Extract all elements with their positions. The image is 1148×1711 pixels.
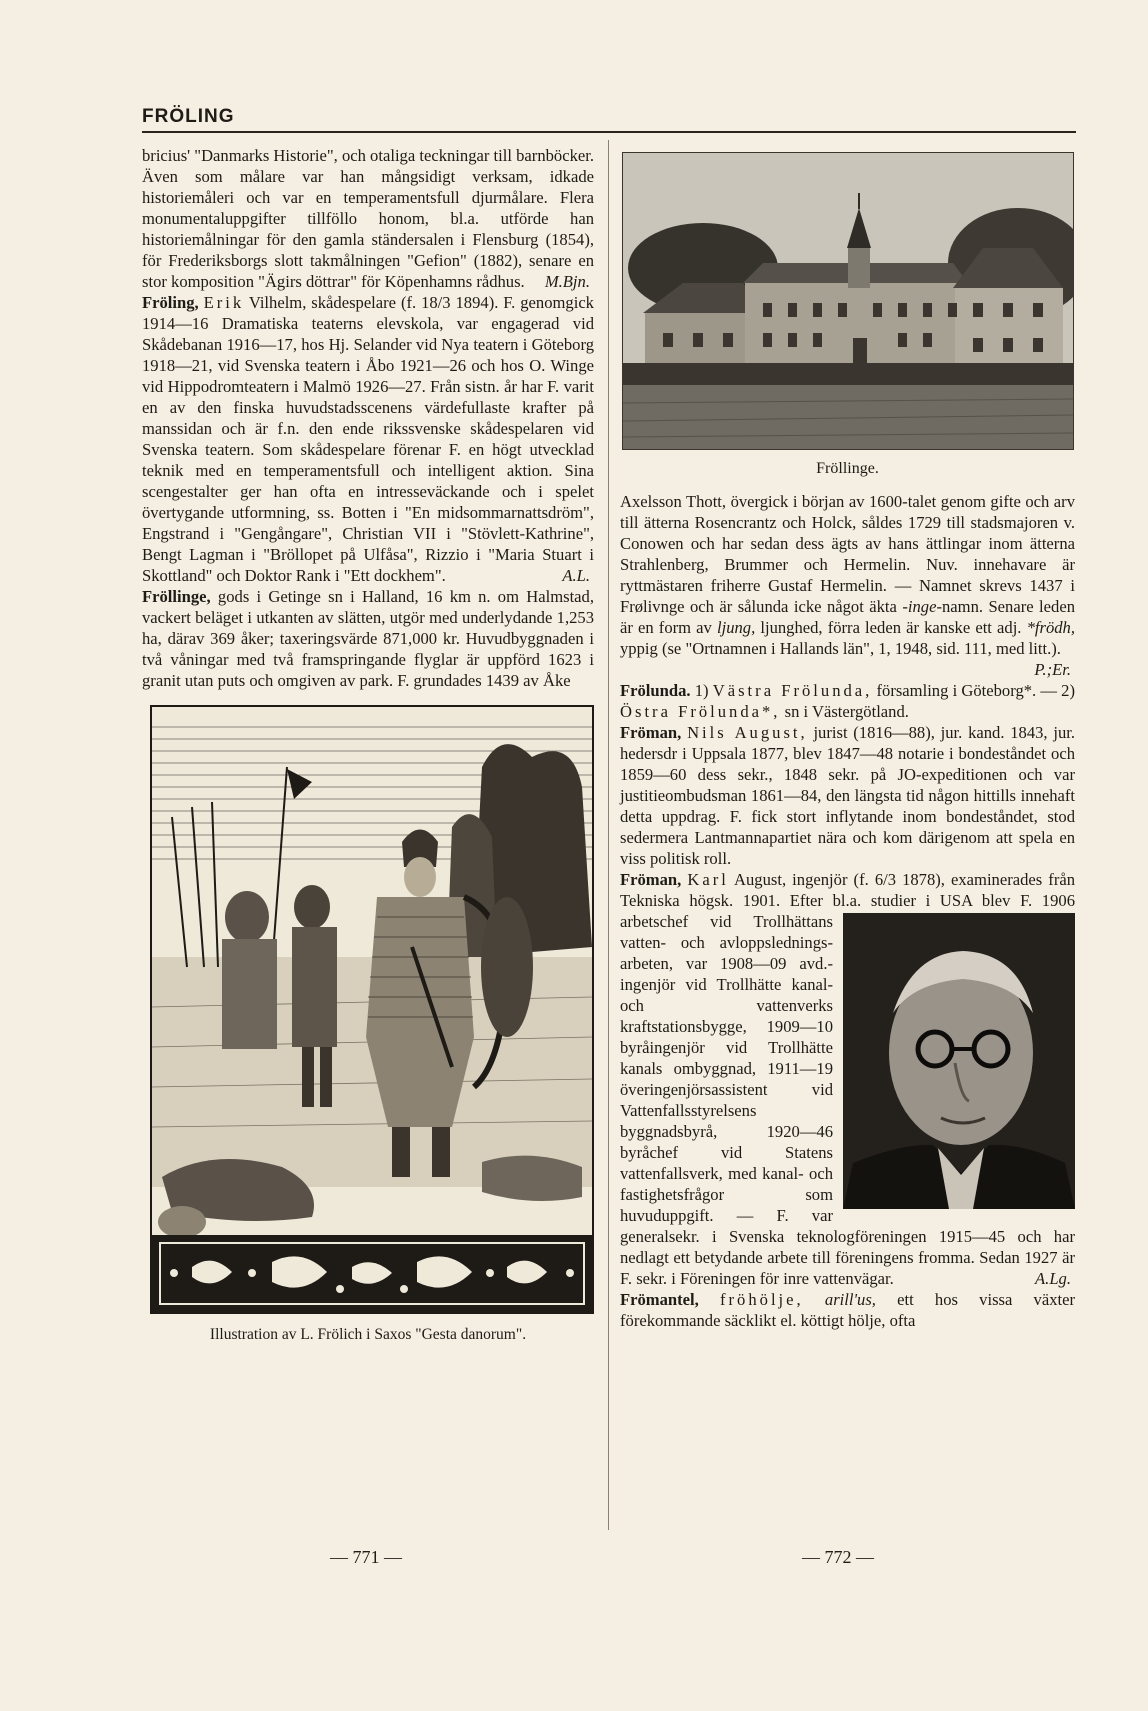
castle-photo bbox=[622, 152, 1074, 450]
headword: Frölunda. bbox=[620, 681, 691, 700]
given-name: Nils August, bbox=[687, 723, 808, 742]
headword: Fröllinge, bbox=[142, 587, 211, 606]
entry-continuation: bricius' "Danmarks Historie", och otaliga teckningar till barnböcker. Även som målare var han mångsidigt verksam, idkade historiemåleri och var en temperamentsfull djurmålare. Flera monumentaluppgifter tillföllo honom, bl.a. utförde han historiemålningar för den gamla ständersalen i Flensburg (1854), för Frederiksborgs slott takmålningen "Gefion" (1882), senare en stor komposition "Ägirs döttrar" för Köpenhamns rådhus. M.Bjn. bbox=[142, 146, 594, 291]
castle-caption: Fröllinge. bbox=[816, 460, 879, 477]
saga-illustration bbox=[150, 705, 594, 1314]
entry-froling-erik: Fröling, Erik Vilhelm, skådespelare (f. 18/3 1894). F. genomgick 1914—16 Dramatiska teaterns elevskola, var engagerad vid Skådebanan 1916—17, hos Hj. Selander vid Nya teatern i Göteborg 1918—21, vid Svenska teatern i Åbo 1921—26 och hos O. Winge vid Hippodromteatern i Malmö 1926—27. Från sistn. år har F. varit en av den finska huvudstadsscenens värdefullaste krafter på manssidan och är f.n. den ende rikssvenske skådespelaren vid Svenska teatern. Som skådespelare förenar F. en högt utvecklad teknik med en temperamentsfull och intelligent aktion. Sina scengestalter ger han ofta en intresseväckande och i spelet övertygande utformning, ss. Botten i "En midsommarnattsdröm", Engstrand i "Gengångare", Christian VII i "Stövlett-Kathrine", Bengt Lagman i "Bröllopet på Ulfåsa", Rizzio i "Maria Stuart i Skottland" och Doktor Rank i "Ett dockhem". A.L. bbox=[142, 293, 594, 585]
entry-froman-nils: Fröman, Nils August, jurist (1816—88), jur. kand. 1843, jur. hedersdr i Uppsala 1877, blev 1847—48 notarie i bondeståndet och 1859—60 dess sekr., 1848 sekr. på JO-expeditionen och var justitieombudsman 1861—84, den längsta tid någon hittills innehaft detta uppdrag. F. fick stort inflytande inom bondeståndet, stod sedermera Lantmannapartiet nära och kom därigenom att spela en viss politisk roll. bbox=[620, 723, 1075, 868]
entry-frollinge: Fröllinge, gods i Getinge sn i Halland, 16 km n. om Halmstad, vackert beläget i utkanten av slätten, utgör med underlydande 1,253 ha, därav 369 åker; taxeringsvärde 871,000 kr. Huvudbyggnaden i två våningar med två framspringande flyglar är uppförd 1623 i granit utan puts och omgiven av park. F. grundades 1439 av Åke bbox=[142, 587, 594, 690]
page-header bbox=[142, 106, 1076, 133]
right-column bbox=[620, 152, 1075, 1331]
column-divider bbox=[608, 140, 609, 1530]
headword: Fröling, bbox=[142, 293, 199, 312]
headword: Fröman, bbox=[620, 870, 682, 889]
given-name: Karl bbox=[687, 870, 729, 889]
illustration-caption: Illustration av L. Frölich i Saxos "Gesta danorum". bbox=[209, 1326, 527, 1343]
headword: Fröman, bbox=[620, 723, 682, 742]
signature: P.;Er. bbox=[1034, 660, 1071, 679]
portrait-photo bbox=[843, 913, 1075, 1209]
entry-frollinge-cont: Axelsson Thott, övergick i början av 1600-talet genom gifte och arv till ätterna Rosencrantz och Holck, såldes 1729 till stadsmajoren v. Conowen och har sedan dess ägts av hans ättlingar inom ätterna Strahlenberg, Brummer och Hermelin. Nuv. innehavare är ryttmästaren friherre Gustaf Hermelin. — Namnet skrevs 1437 i Frølivnge och är sålunda icke något äkta -inge-namn. Senare leden är en form av ljung, ljunghed, förra leden är kanske ett adj. *frödh, yppig (se "Ortnamnen i Hallands län", 1, 1948, sid. 111, med litt.). P.;Er. bbox=[620, 492, 1075, 679]
signature: A.Lg. bbox=[1035, 1269, 1071, 1288]
given-name: Erik bbox=[203, 293, 245, 312]
running-head: FRÖLING bbox=[142, 106, 235, 127]
entry-fromantel: Frömantel, fröhölje, arill'us, ett hos vissa växter förekommande säcklikt el. köttigt hölje, ofta bbox=[620, 1290, 1076, 1330]
left-column bbox=[142, 145, 594, 1345]
entry-frolunda: Frölunda. 1) Västra Frölunda, församling i Göteborg*. — 2) Östra Frölunda*, sn i Västergötland. bbox=[620, 681, 1075, 721]
entry-froman-karl: Fröman, Karl August, ingenjör (f. 6/3 1878), examinerades från Tekniska högsk. 1901. Efter bl.a. studier i USA blev F. 1906 arbetschef vid Trollhättans vatten- och avloppslednings-arbeten, var 1908—09 avd.-ingenjör vid Trollhätte kanal- och vattenverks kraftstationsbygge, 1909—10 byråingenjör vid Trollhätte kanals ombyggnad, 1911—19 överingenjörsassistent vid Vattenfallsstyrelsens byggnadsbyrå, 1920—46 byråchef vid Statens vattenfallsverk, med kanal- och fastighetsfrågor som huvuduppgift. — F. var generalsekr. i Svenska teknologföreningen 1915—45 och har nedlagt ett betydande arbete till föreningens fromma. Sedan 1927 är F. sekr. i Föreningen för inre vattenvägar. A.Lg. bbox=[620, 870, 1076, 1288]
page-number-left: — 771 — bbox=[330, 1547, 402, 1567]
signature: M.Bjn. bbox=[544, 272, 590, 291]
page-number-right: — 772 — bbox=[802, 1547, 874, 1567]
headword: Frömantel, bbox=[620, 1290, 699, 1309]
signature: A.L. bbox=[562, 566, 590, 585]
